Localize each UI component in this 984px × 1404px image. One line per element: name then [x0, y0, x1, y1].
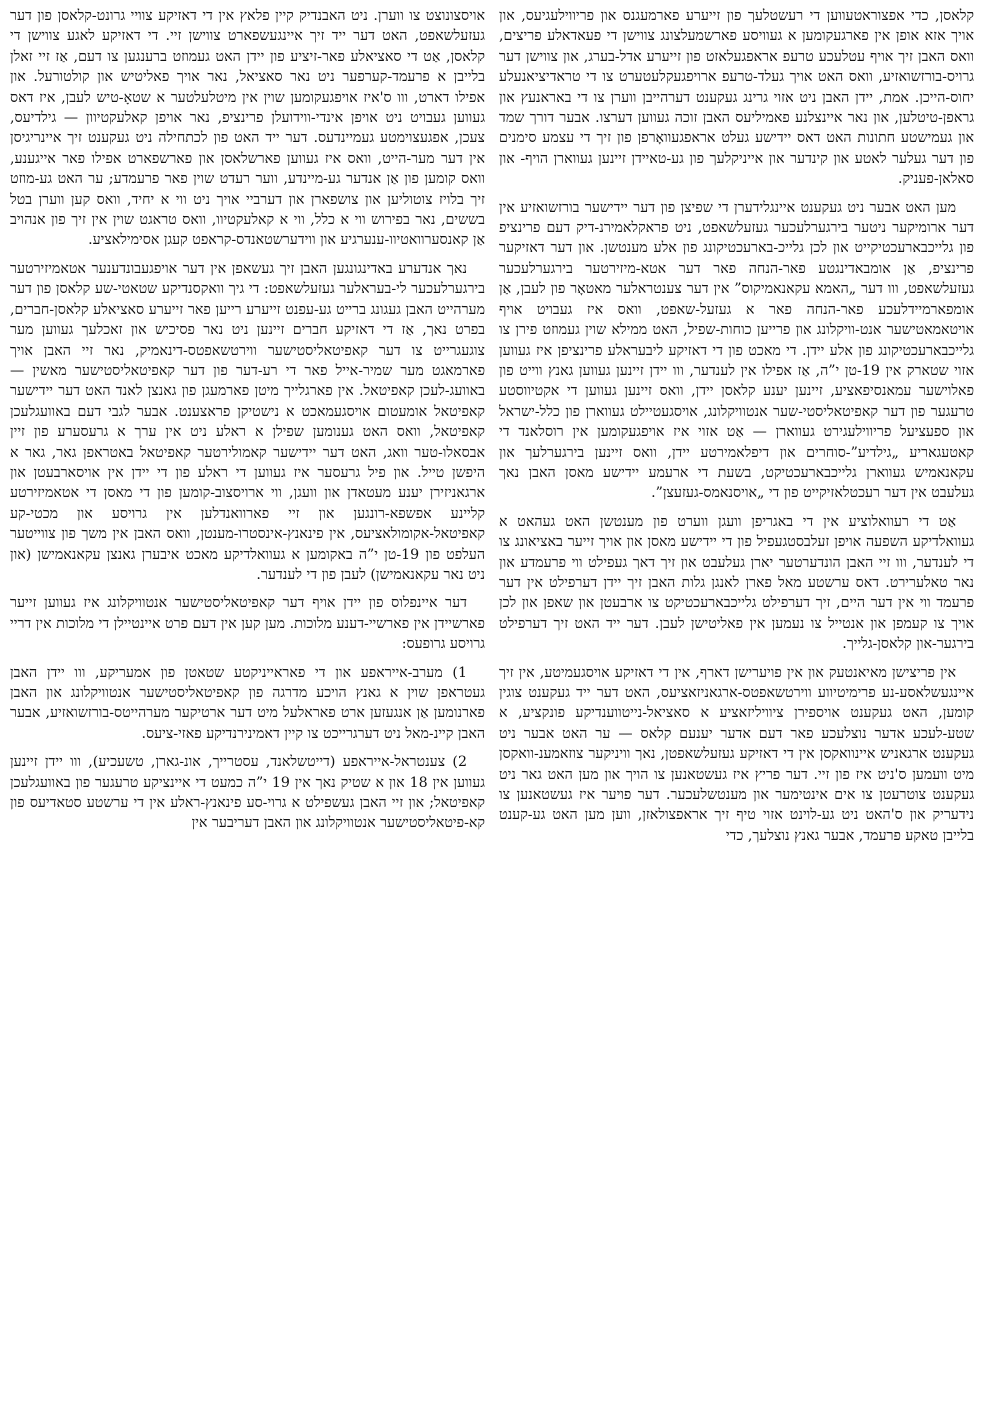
- paragraph: 2) צענטראל-אייראפע (דייטשלאנד, עסטרייך, אונ-גארן, טשעכיע), ווו יידן זיינען געווען אין 18 און א שטיק נאך אין 19 י”ה כמעט די איינציקע טרעגער פון באוועגלעכן קאפיטאל; און זיי האבן געשפילט א גרוי-סע פינאנץ-ראלע אין די ערשטע סטאדיעס פון קא-פיטאליסטישער אנטוויקלונג און האבן דעריבער אין: [10, 754, 485, 832]
- paragraph: אין פריצישן מאיאנטעק און אין פויערישן דארף, אין די דאזיקע אויסגעמיטע, אין זיך איינגעשלאסע-נע פרימיטיווע ווירטשאפטס-ארגאניזאציעס, האט דער ייד געקענט צוגין קומען, האט געקענט אויספירן ציוויליזאציע א סאציאל-נייטווענדיקע פונקציע, א שטע-לעכע אדער נוצלעכע פאר דעם אדער יענעם קלאס — ער האט אבער ניט געקענט ארגאניש איינוואקסן אין די דאזיקע געזעלשאפטן, נאך וויניקער צוזאמענ-וואקסן מיט וועמען ס'ניט איז פון זיי. דער פריץ איז געשטאנען צו הויך און מען האט גאר ניט געקענט צוטרעטן צו אים אינטימער און מענטשלעכער. דער פויער איז געשטאנען צו נידעריק און ס'האט ניט גע-לוינט אזוי טיף זיך אראפצולאזן, ווען מען האט גע-קענט בלייבן טאקע פרעמד, אבער גאנץ נוצלעך, כדי: [499, 664, 974, 844]
- paragraph: אויסצונוצט צו ווערן. ניט האבנדיק קיין פלאץ אין די דאזיקע צוויי גרונט-קלאסן פון דער געזעלשאפט, האט דער ייד זיך איינגעשפארט צווישן זיי. די דאזיקע לאגע צווישן די קלאסן, אַט די סאציאלע פאר-זיציע פון יידן האט געמוזט ברענגען צו דעם, אַז זיי זאלן בלייבן א פרעמד-קערפער ניט נאר סאציאל, נאר אויך פאליטיש און קולטורעל. און אפילו דארט, ווו ס'איז אויפגעקומען שוין אין מיטלעלטער א שטאָ-טיש לעבן, איז דאס געווען געבויט ניט אויפן אינדי-ווידועלן פרינציפ, נאר אויפן קאלעקטיוון — גילדיעס, צעכן, אפגעצוימטע געמיינדעס. דער ייד האט פון לכתחילה ניט געקענט זיך איינריגיסן אין דער מער-הייט, וואס איז געווען פארשלאסן און פארשפארט אפילו פאר אייגענע, וואס קומען פון אַן אנדער גע-מיינדע, ווער רעדט שוין פאר פרעמדע; ער האט גע-מוזט זיך בלויז צוטוליען און צושפארן און דערביי אויך ניט ווי א יחיד, וואס קען ווערן בטל בששים, נאר בפירוש ווי א כלל, ווי א קאלעקטיוו, וואס טראגט שוין אין זיך פון אנהויב אַן קאנסערוואטיוו-ענערגיע און ווידערשטאנדס-קראפט קעגן אסימילאציע.: [10, 8, 485, 249]
- paragraph: מען האט אבער ניט געקענט איינגלידערן די שפיצן פון דער יידישער בורזשואזיע אין דער ארומיקער ניטער בירגערלעכער געזעלשאפט, ניט פראקלאמירנ-דיק דעם פרינציפ פון גלייכבארעכטיקייט און לכן גלייכ-בארעכטיקונג פון אלע מענטשן. און דער דאזיקער פרינציפ, אַן אומבאדינגטע פאר-הנחה פאר דער אטא-מיזירטער בירגערלעכער געזעלשאפט, ווו דער „האמא עקאנאמיקוס” אין דער צענטראלער מאטאָר פון לעבן, אַן אומפארמיידלעכע פאר-הנחה פאר א געזעל-שאפט, וואס איז געבויט אויף אויטאמאטישער אנט-וויקלונג און פרייען כוחות-שפיל, האט ממילא שוין געמוזט פירן צו גלייכבארעכטיקונג פון אלע יידן. די מאכט פון די דאזיקע ליבעראלע פרינציפן איז געווען אזוי שטארק אין 19-טן י”ה, אַז אפילו אין לענדער, ווו יידן זיינען געווען גאנץ ווייט פון פאלוישער עמאנסיפאציע, זיינען יענע קלאסן יידן, וואס זיינען געווען די אקטיווסטע טרעגער פון דער קאפיטאליסטי-שער אנטוויקלונג, אויסגעטיילט געווארן פון כלל-ישראל און ספעציעל פריווילעגירט געווארן — אַט אזוי איז אויפגעקומען אין רוסלאנד די קאטעגאריע „גילדיע”-סוחרים און דיפלאמירטע יידן, וואס זיינען בירגערלעך און עקאנאמיש געווארן גלייכבארעכטיקט, בשעת די ארעמע יידישע מאסן האבן נאך געלעבט אין דער רעכטלאזיקייט פון די „אויסנאמס-געזעצן”.: [499, 199, 974, 502]
- left-text-column: [10, 6, 485, 1404]
- right-text-column: [499, 6, 974, 1404]
- paragraph: 1) מערב-אייראפע און די פאראייניקטע שטאטן פון אמעריקע, ווו יידן האבן געטראפן שוין א גאנץ הויכע מדרגה פון קאפיטאליסטישער אנטוויקלונג און האבן פארנומען אַן אנגעזען ארט פאראלעל מיט דער ארטיקער מערהייטס-בורזשואזיע, אבער האבן קיינ-מאל ניט דערגרייכט צו קיין דאמינירנדיקע פאזי-ציעס.: [10, 664, 485, 742]
- paragraph: נאך אנדערע באדינגונגען האבן זיך געשאפן אין דער אויפגעבונדענער אטאמיזירטער בירגערלעכער לי-בעראלער געזעלשאפט: די גיך וואקסנדיקע שטאטי-שע קלאסן פון דער מערהייט האבן געגונג ברייט גע-עפנט זייערע רייען פאר זייערע סאציאלע קלאסן-חברים, בפרט נאך, אַז די דאזיקע חברים זיינען ניט נאר פסיכיש און זאכלעך געווען מער צוגעגרייט צו דער קאפיטאליסטישער ווירטשאפטס-דינאמיק, נאר זיי האבן אויך פארמאגט מער שמיר-אייל פאר די רע-דער פון דער קאפיטאליסטישער מאשין — באוועג-לעכן קאפיטאל. אין פארגלייך מיטן פארמעגן פון גאנצן לאנד האט דער יידישער קאפיטאל אומעטום אויסגעמאכט א נישטיקן פראצענט. אבער לגבי דעם באוועגלעכן קאפיטאל, וואס האט גענומען שפילן א ראלע ניט אין ערך א גרעסערע פון זיין אבסאלו-טער וואג, האט דער יידישער קאמולירטער קאפיטאל באטראפן גאר, גאר א היפשן טייל. און פיל גרעסער איז געווען די ראלע פון די יידן אין אויסארבעטן און ארגאניזירן יענע מעטאדן און וועגן, ווי ארויסצוב-קומען פון די מאסן די אטאמיזירטע קליינע אפשפא-רונגען און זיי פארוואנדלען אין גרויסע און מכטי-קע קאפיטאל-אקומולאציעס, אין פינאנץ-אינסטרו-מענטן, וואס האבן אין משך פון צווייטער העלפט פון 19-טן י”ה באקומען א געוואלדיקע מאכט איבערן גאנצן עקאנאמישן (און ניט נאר עקאנאמישן) לעבן פון די לענדער.: [10, 260, 485, 583]
- paragraph: אַט די רעוואלוציע אין די באגריפן וועגן ווערט פון מענטשן האט געהאט א געוואלדיקע השפעה אויפן זעלבסטגעפיל פון די יידישע מאסן און אויך זייער באציאונג צו די לענדער, ווו זיי האבן הונדערטער יארן געלעבט און זיך דאך געפילט ווי פרעמדע און נאר טאלערירט. דאס ערשטע מאל פארן לאנגן גלות האבן זיך יידן דערפילט אין דער פרעמד ווי אין דער היים, זיך דערפילט גלייכבארעכטיקט צו ארבעטן און שאפן און לכן אויך צו קעמפן און אנטייל צו נעמען אין פאליטישן לעבן. דער ייד האט זיך דערפילט בירגער-און קלאסן-גלייך.: [499, 513, 974, 653]
- paragraph: דער איינפלוס פון יידן אויף דער קאפיטאליסטישער אנטוויקלונג איז געווען זייער פארשיידן אין פארשיי-דענע מלוכות. מען קען אין דעם פרט איינטיילן די מלוכות אין דריי גרויסע גרופעס:: [10, 595, 485, 653]
- paragraph: קלאסן, כדי אפצוראטעווען די רעשטלעך פון זייערע פארמעגנס און פריווילעגיעס, און אויך אזא אופן אין פארגעקומען א געוויסע פארשמעלצונג צווישן די פעאדאלע פריצים, וואס האבן זיך אויף עטלעכע טרעפ אראפגעלאזט פון זייערע אדל-בערג, און צווישן דער גרויס-בורזשואזיע, וואס האט אויך געלד-טרעפ ארויפגעקלעטערט צו די טראדיציאנעלע יחוס-הייכן. אמת, יידן האבן ניט אזוי גרינג געקענט דערהייבן ווערן צו די באראנעץ און גראפן-טיטלען, און נאר איינצלנע פאמיליעס האבן זוכה געווען דערצו. אבער דורך שמד און געמישטע חתונות האט דאס יידישע געלט אראפגעוואָרפן פון זיך די עצמע סימנים פון דער געלער לאטע און קינדער און אייניקלעך פון גע-טאיידן זיינען געווארן הויף- און סאלאן-פעניק.: [499, 8, 974, 188]
